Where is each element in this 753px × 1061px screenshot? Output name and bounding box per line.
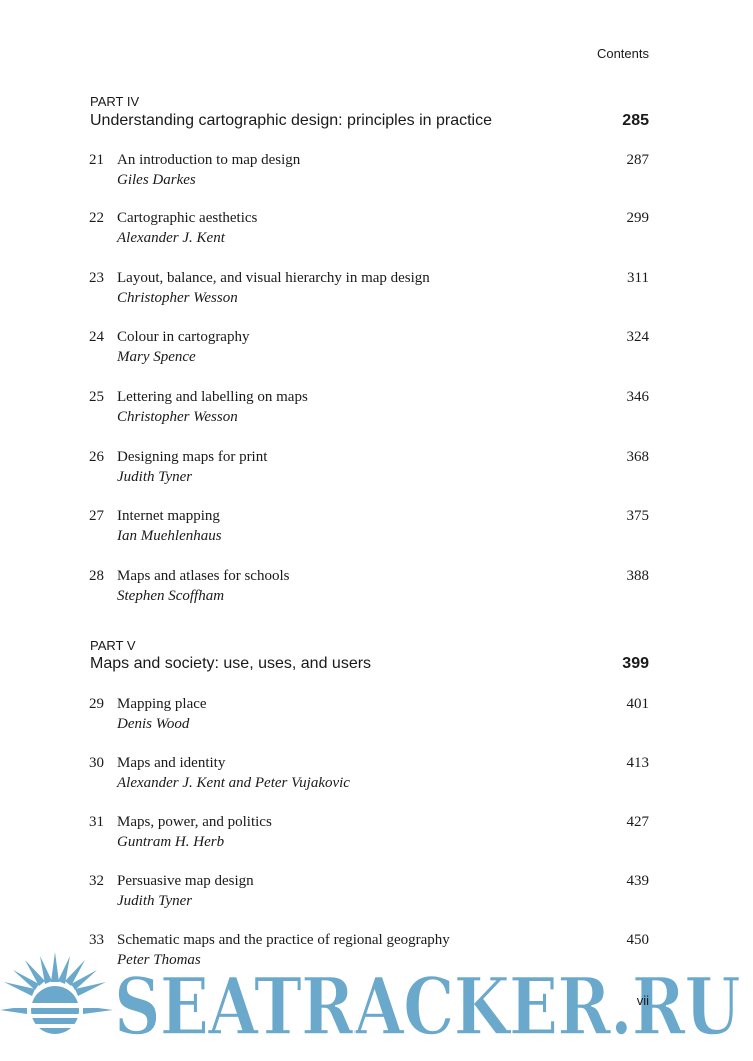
chapter-page: 388 (626, 568, 649, 584)
chapter-title: Colour in cartography (117, 329, 250, 345)
chapter-author: Alexander J. Kent (117, 230, 225, 246)
chapter-number: 21 (89, 152, 104, 168)
toc-entry-25[interactable] (89, 389, 649, 433)
chapter-number: 30 (89, 755, 104, 771)
chapter-title: Cartographic aesthetics (117, 210, 258, 226)
part-iv-title: Understanding cartographic design: principles in practice (90, 112, 492, 129)
part-iv-label: PART IV (90, 94, 140, 109)
chapter-page: 346 (626, 389, 649, 405)
part-v-title: Maps and society: use, uses, and users (90, 655, 372, 672)
toc-entry-26[interactable] (89, 449, 649, 493)
chapter-title: Internet mapping (117, 508, 220, 524)
chapter-author: Alexander J. Kent and Peter Vujakovic (117, 775, 350, 791)
chapter-page: 427 (626, 814, 649, 830)
running-header: Contents (596, 46, 649, 61)
chapter-title: Lettering and labelling on maps (117, 389, 308, 405)
chapter-title: Layout, balance, and visual hierarchy in map design (117, 270, 430, 286)
chapter-page: 287 (626, 152, 649, 168)
chapter-title: Maps and identity (117, 755, 226, 771)
chapter-number: 22 (89, 210, 104, 226)
chapter-page: 324 (626, 329, 649, 345)
chapter-author: Christopher Wesson (117, 409, 238, 425)
toc-entry-22[interactable] (89, 210, 649, 254)
part-iv-page: 285 (622, 112, 649, 129)
chapter-author: Judith Tyner (117, 893, 193, 909)
chapter-number: 33 (89, 932, 104, 948)
chapter-title: Mapping place (117, 696, 207, 712)
chapter-page: 368 (626, 449, 649, 465)
chapter-author: Denis Wood (117, 716, 190, 732)
chapter-number: 25 (89, 389, 104, 405)
chapter-author: Guntram H. Herb (117, 834, 225, 850)
chapter-page: 450 (626, 932, 649, 948)
chapter-number: 31 (89, 814, 104, 830)
chapter-number: 23 (89, 270, 104, 286)
chapter-author: Mary Spence (117, 349, 196, 365)
toc-entry-27[interactable] (89, 508, 649, 552)
chapter-title: An introduction to map design (117, 152, 301, 168)
chapter-page: 375 (626, 508, 649, 524)
chapter-page: 439 (626, 873, 649, 889)
svg-text:SEATRACKER.RU: SEATRACKER.RU (114, 960, 741, 1053)
chapter-title: Schematic maps and the practice of regional geography (117, 932, 450, 948)
chapter-number: 28 (89, 568, 104, 584)
chapter-author: Peter Thomas (117, 952, 201, 968)
toc-entry-28[interactable] (89, 568, 649, 612)
chapter-page: 311 (627, 270, 649, 286)
chapter-number: 29 (89, 696, 104, 712)
part-v-page: 399 (622, 655, 649, 672)
chapter-title: Maps, power, and politics (117, 814, 272, 830)
chapter-title: Designing maps for print (117, 449, 268, 465)
chapter-author: Christopher Wesson (117, 290, 238, 306)
chapter-page: 413 (626, 755, 649, 771)
toc-entry-31[interactable] (89, 814, 649, 858)
chapter-title: Maps and atlases for schools (117, 568, 290, 584)
chapter-author: Stephen Scoffham (117, 588, 225, 604)
toc-entry-23[interactable] (89, 270, 649, 314)
chapter-number: 32 (89, 873, 104, 889)
chapter-page: 299 (626, 210, 649, 226)
chapter-author: Giles Darkes (117, 172, 196, 188)
chapter-number: 27 (89, 508, 104, 524)
page-number: vii (636, 993, 649, 1008)
toc-entry-32[interactable] (89, 873, 649, 917)
chapter-number: 24 (89, 329, 104, 345)
chapter-title: Persuasive map design (117, 873, 254, 889)
part-v-label: PART V (90, 638, 136, 653)
toc-entry-21[interactable] (89, 152, 649, 196)
toc-entry-29[interactable] (89, 696, 649, 740)
toc-entry-30[interactable] (89, 755, 649, 799)
toc-entry-24[interactable] (89, 329, 649, 373)
chapter-author: Judith Tyner (117, 469, 193, 485)
chapter-page: 401 (626, 696, 649, 712)
chapter-number: 26 (89, 449, 104, 465)
chapter-author: Ian Muehlenhaus (117, 528, 222, 544)
